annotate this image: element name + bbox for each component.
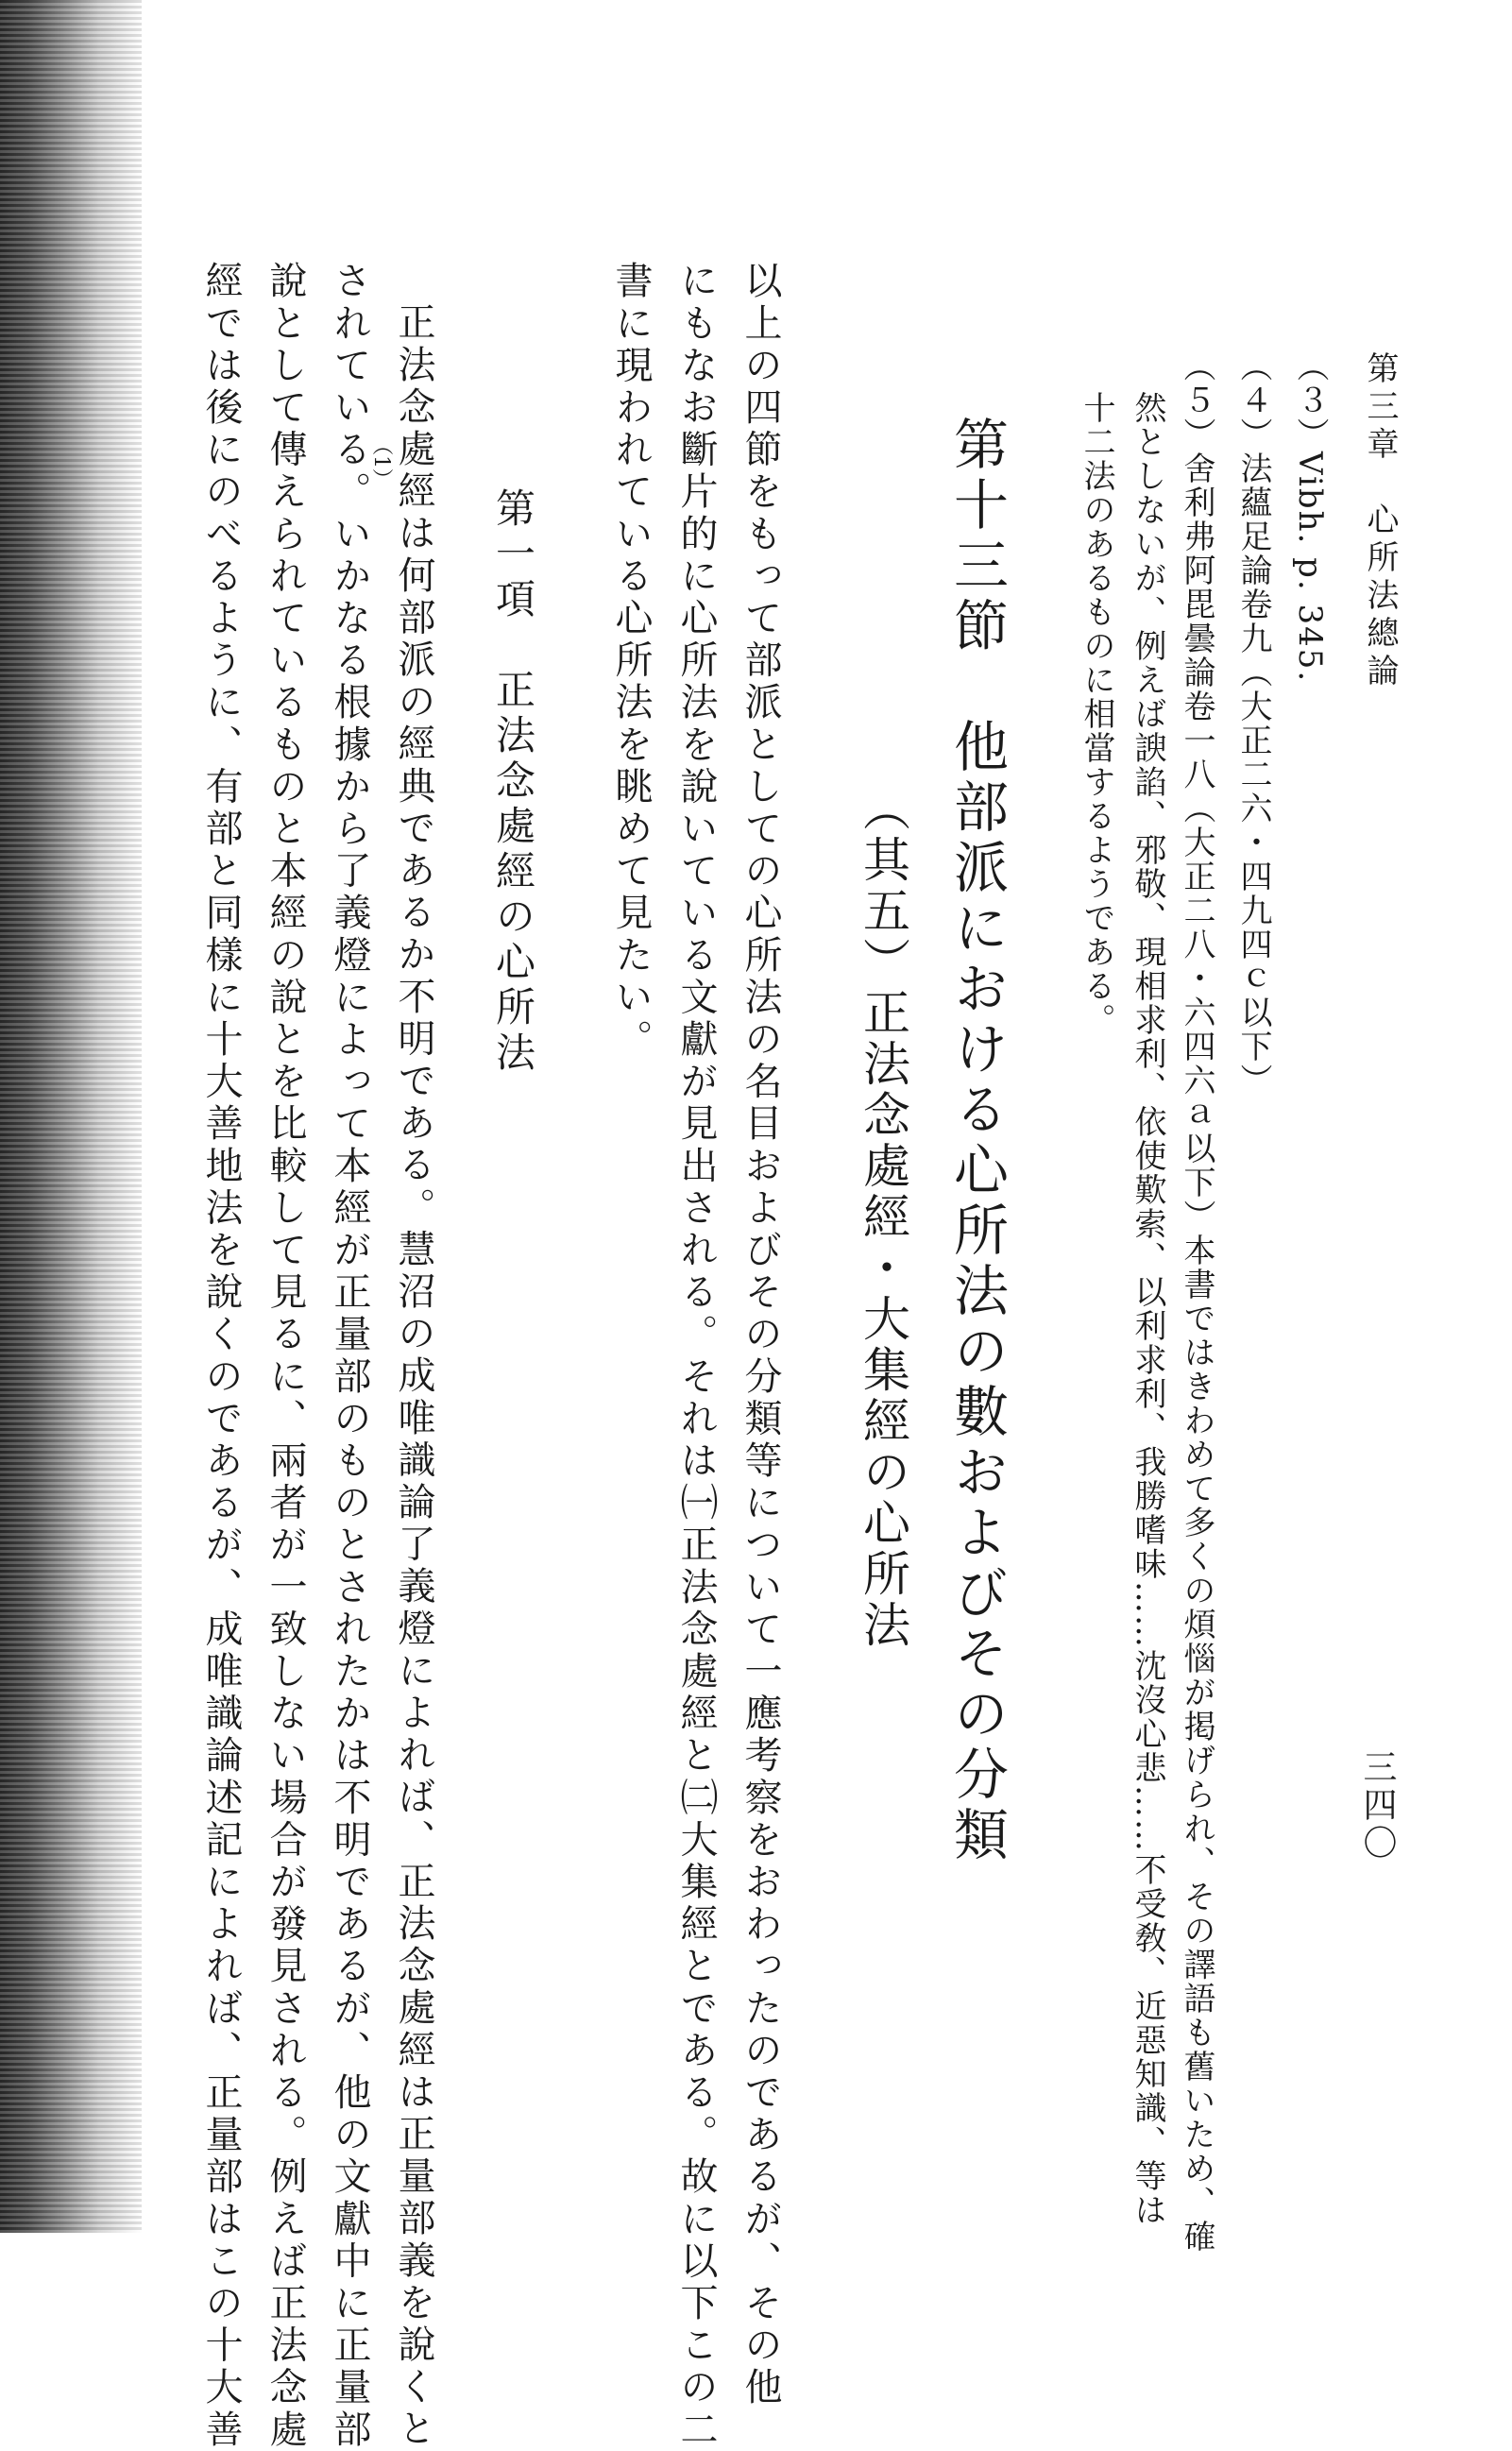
section-subtitle: （其五）正法念處經・大集經の心所法: [856, 784, 910, 1651]
note-3: （３）Vibh. p. 345.: [1291, 349, 1329, 684]
intro-line-2: にもなお斷片的に心所法を說いている文獻が見出される。それは㈠正法念處經と㈡大集經とである。故に以下この二: [674, 261, 718, 2451]
intro-line-3: 書に現われている心所法を眺めて見たい。: [609, 261, 653, 1062]
section-title: 第十三節 他部派における心所法の數およびその分類: [944, 416, 1009, 1866]
note-5: （５）舍利弗阿毘曇論卷一八（大正二八・六四六ａ以下）本書ではきわめて多くの煩惱が掲げられ、その譯語も舊いため、確: [1178, 349, 1215, 2254]
subsection-line-1: 正法念處經は何部派の經典であるか不明である。慧沼の成唯識論了義燈によれば、正法念處經は正量部義を說くと: [392, 302, 435, 2451]
scan-shadow-edge: [0, 0, 142, 2233]
subsection-line-2: されている。いかなる根據から了義燈によって本經が正量部のものとされたかは不明であるが、他の文獻中に正量部: [328, 261, 371, 2451]
intro-line-1: 以上の四節をもって部派としての心所法の名目およびその分類等について一應考察をおわったのであるが、その他: [739, 261, 782, 2409]
subsection-line-4: 經では後にのべるように、有部と同樣に十大善地法を說くのであるが、成唯識論述記によれば、正量部はこの十大善: [199, 261, 243, 2451]
subsection-title: 第一項 正法念處經の心所法: [490, 487, 536, 1077]
note-5-cont-1: 然としないが、例えば諛諂、邪敬、現相求利、依使歎索、以利求利、我勝嗜味……沈沒心悲……不受敎、近惡知識、等は: [1129, 391, 1166, 2227]
note-5-cont-2: 十二法のあるものに相當するようである。: [1078, 391, 1115, 1037]
page-number: 三四〇: [1358, 1749, 1397, 1863]
subsection-line-3: 說として傳えられているものと本經の說とを比較して見るに、兩者が一致しない場合が發見される。例えば正法念處: [263, 261, 307, 2451]
note-4: （４）法蘊足論卷九（大正二六・四九四ｃ以下）: [1234, 349, 1272, 1098]
running-head: 第三章 心所法總論: [1361, 351, 1399, 691]
footnote-marker: （1）: [369, 434, 393, 489]
